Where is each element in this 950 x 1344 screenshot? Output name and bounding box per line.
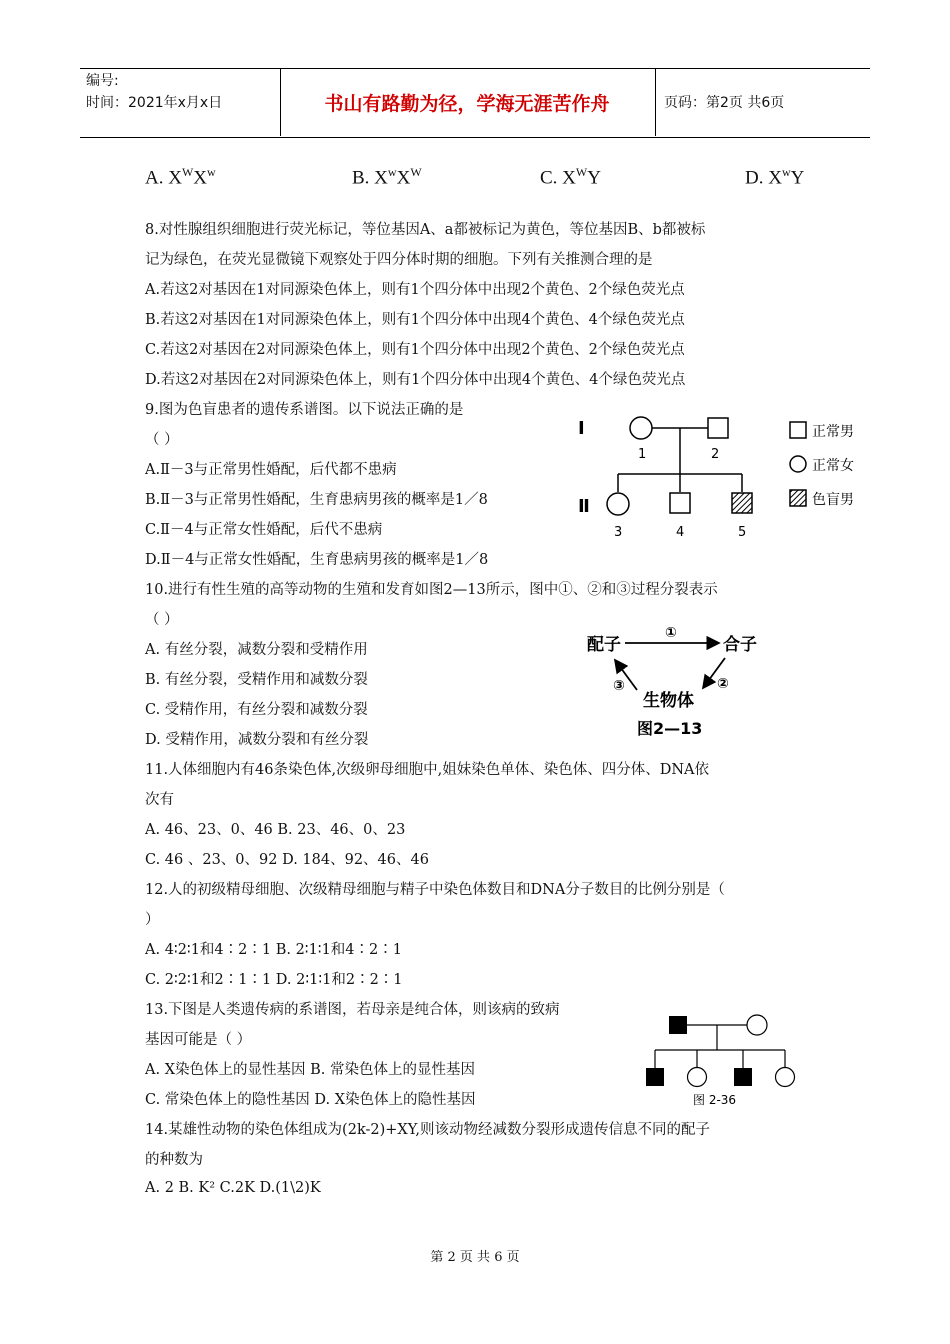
text-line: A. X染色体上的显性基因 B. 常染色体上的显性基因: [145, 1062, 475, 1078]
header-meta: [86, 70, 222, 114]
text-line: A.若这2对基因在1对同源染色体上，则有1个四分体中出现2个黄色、2个绿色荧光点: [145, 282, 685, 298]
time-label: 时间：2021年x月x日: [86, 95, 223, 111]
legend-colorblind-icon: [790, 490, 806, 506]
legend-female-normal-icon: [790, 456, 806, 472]
step-1-label: ①: [665, 625, 677, 641]
gamete-label: 配子: [587, 635, 621, 655]
text-line: 记为绿色，在荧光显微镜下观察处于四分体时期的细胞。下列有关推测合理的是: [145, 252, 653, 268]
pedigree-q13: [635, 1010, 805, 1108]
id-4: 4: [676, 525, 685, 540]
text-line: 14.某雄性动物的染色体组成为(2k-2)+XY,则该动物经减数分裂形成遗传信息不同的配子: [145, 1122, 711, 1138]
male-normal-2: [708, 418, 728, 438]
motto: 书山有路勤为径，学海无涯苦作舟: [324, 92, 610, 115]
text-line: 10.进行有性生殖的高等动物的生殖和发育如图2—13所示，图中①、②和③过程分裂表示: [145, 582, 718, 598]
female-normal-1: [630, 417, 652, 439]
pedigree-q9: [570, 412, 870, 542]
id-2: 2: [711, 447, 720, 462]
legend-male-normal: 正常男: [812, 424, 854, 440]
text-line: 的种数为: [145, 1152, 203, 1168]
text-line: C. 2∶2∶1和2∶1∶1 D. 2∶1∶1和2∶2∶1: [145, 972, 403, 988]
step-2-label: ②: [717, 676, 729, 692]
gen2-label: Ⅱ: [578, 496, 590, 517]
text-line: A.Ⅱ－3与正常男性婚配，后代都不患病: [145, 462, 397, 478]
q7-option-a: A. $X^WX^w$: [145, 165, 216, 189]
q7-option-b: B. $X^wX^W$: [352, 165, 422, 189]
female-normal-3: [607, 493, 629, 515]
daughter-normal-1: [688, 1068, 707, 1087]
text-line: C. 受精作用，有丝分裂和减数分裂: [145, 702, 368, 718]
id-3: 3: [614, 525, 623, 540]
figure-caption: 图 2-36: [693, 1093, 737, 1107]
text-line: A. 46、23、0、46 B. 23、46、0、23: [145, 822, 406, 838]
male-colorblind-5: [732, 493, 752, 513]
text-line: 基因可能是（ ）: [145, 1032, 252, 1048]
mother-normal: [747, 1015, 767, 1035]
id-5: 5: [738, 525, 747, 540]
header-divider-left: [280, 68, 281, 136]
legend-colorblind: 色盲男: [812, 492, 854, 508]
text-line: 8.对性腺组织细胞进行荧光标记，等位基因A、a都被标记为黄色，等位基因B、b都被标: [145, 222, 706, 238]
organism-label: 生物体: [643, 691, 694, 711]
text-line: D.Ⅱ－4与正常女性婚配，生育患病男孩的概率是1／8: [145, 552, 489, 568]
page-info: 页码：第2页 共6页: [664, 95, 785, 111]
text-line: 12.人的初级精母细胞、次级精母细胞与精子中染色体数目和DNA分子数目的比例分别是（: [145, 882, 725, 898]
text-line: D. 受精作用，减数分裂和有丝分裂: [145, 732, 369, 748]
gen1-label: Ⅰ: [578, 418, 585, 439]
text-line: 11.人体细胞内有46条染色体,次级卵母细胞中,姐妹染色单体、染色体、四分体、DNA依: [145, 762, 710, 778]
legend-female-normal: 正常女: [812, 458, 854, 474]
daughter-normal-2: [776, 1068, 795, 1087]
text-line: D.若这2对基因在2对同源染色体上，则有1个四分体中出现4个黄色、4个绿色荧光点: [145, 372, 686, 388]
text-line: 9.图为色盲患者的遗传系谱图。以下说法正确的是: [145, 402, 464, 418]
page-footer: 第 2 页 共 6 页: [430, 1250, 520, 1265]
text-line: C. 46 、23、0、92 D. 184、92、46、46: [145, 852, 429, 868]
text-line: ）: [145, 912, 160, 928]
son-affected-2: [734, 1068, 752, 1086]
text-line: A. 4∶2∶1和4∶2∶1 B. 2∶1∶1和4∶2∶1: [145, 942, 402, 958]
q7-option-c: C. $X^WY$: [540, 165, 601, 189]
text-line: A. 有丝分裂，减数分裂和受精作用: [145, 642, 368, 658]
zygote-label: 合子: [723, 635, 757, 655]
figure-2-13: [585, 620, 775, 742]
text-line: B.Ⅱ－3与正常男性婚配，生育患病男孩的概率是1／8: [145, 492, 488, 508]
text-line: 13.下图是人类遗传病的系谱图，若母亲是纯合体，则该病的致病: [145, 1002, 560, 1018]
text-line: 次有: [145, 792, 174, 808]
q7-option-d: D. $X^wY$: [745, 165, 805, 189]
text-line: B.若这2对基因在1对同源染色体上，则有1个四分体中出现4个黄色、4个绿色荧光点: [145, 312, 685, 328]
text-line: A. 2 B. K² C.2K D.(1\2)K: [145, 1180, 321, 1196]
father-affected: [669, 1016, 687, 1034]
legend-male-normal-icon: [790, 422, 806, 438]
son-affected-1: [646, 1068, 664, 1086]
text-line: （ ）: [145, 612, 179, 628]
number-label: 编号:: [86, 73, 119, 89]
text-line: C.若这2对基因在2对同源染色体上，则有1个四分体中出现2个黄色、2个绿色荧光点: [145, 342, 685, 358]
text-line: C.Ⅱ－4与正常女性婚配，后代不患病: [145, 522, 383, 538]
text-line: B. 有丝分裂，受精作用和减数分裂: [145, 672, 368, 688]
id-1: 1: [638, 447, 647, 462]
step-3-label: ③: [613, 678, 625, 694]
male-normal-4: [670, 493, 690, 513]
figure-caption: 图2—13: [637, 719, 703, 738]
text-line: （ ）: [145, 432, 179, 448]
header-divider-right: [655, 68, 656, 136]
text-line: C. 常染色体上的隐性基因 D. X染色体上的隐性基因: [145, 1092, 476, 1108]
